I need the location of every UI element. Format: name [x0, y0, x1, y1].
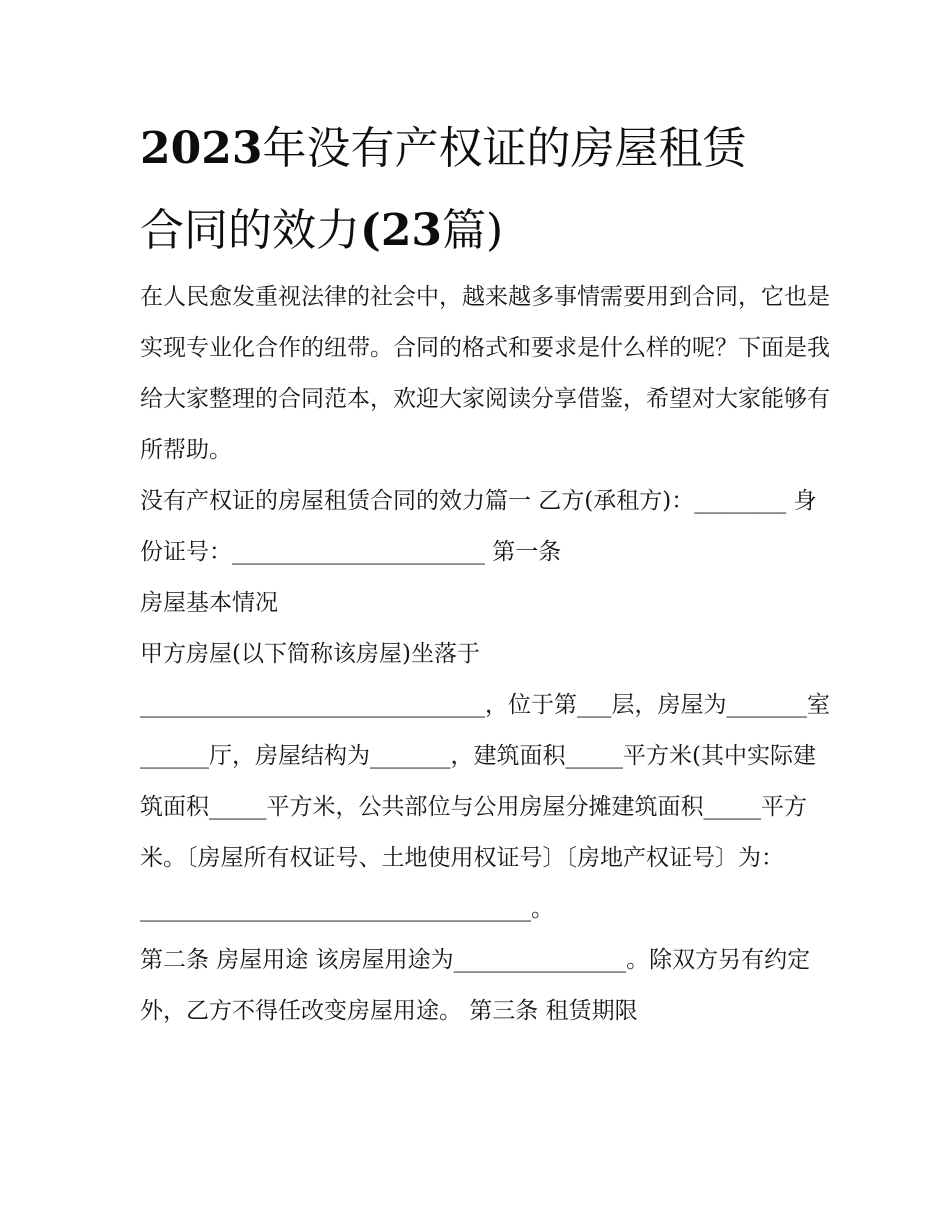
intro-paragraph: 在人民愈发重视法律的社会中，越来越多事情需要用到合同，它也是实现专业化合作的纽带。合同的格式和要求是什么样的呢？下面是我给大家整理的合同范本，欢迎大家阅读分享借鉴，希望对大家能够有所帮助。 — [140, 284, 830, 463]
title-year: 2023 — [140, 123, 263, 174]
section-heading-paragraph: 房屋基本情况 — [140, 590, 278, 616]
title-line2-text: 合同的效力 — [140, 205, 360, 256]
property-details-paragraph: ______________________________，位于第___层，房屋为_______室______厅，房屋结构为_______，建筑面积_____平方米(其中实际建筑面积_____平方米，公共部位与公用房屋分摊建筑面积_____平方米。〔房屋所有权证号、土地使用权证号〕〔房地产权证号〕为： — [140, 692, 830, 871]
document-title — [140, 108, 830, 272]
location-paragraph: 甲方房屋(以下简称该房屋)坐落于 — [140, 641, 480, 667]
title-line1-text: 年没有产权证的房屋租赁 — [262, 123, 747, 174]
usage-term-paragraph: 第二条 房屋用途 该房屋用途为_______________。除双方另有约定外，乙方不得任改变房屋用途。 第三条 租赁期限 — [140, 947, 811, 1024]
contract-heading-paragraph: 没有产权证的房屋租赁合同的效力篇一 乙方(承租方)：________ 身份证号：______________________ 第一条 — [140, 488, 817, 565]
title-count-unit: 篇) — [442, 205, 504, 256]
title-count: (23 — [360, 205, 443, 256]
certificate-blank-paragraph: __________________________________。 — [140, 896, 554, 922]
document-body — [140, 272, 830, 1037]
